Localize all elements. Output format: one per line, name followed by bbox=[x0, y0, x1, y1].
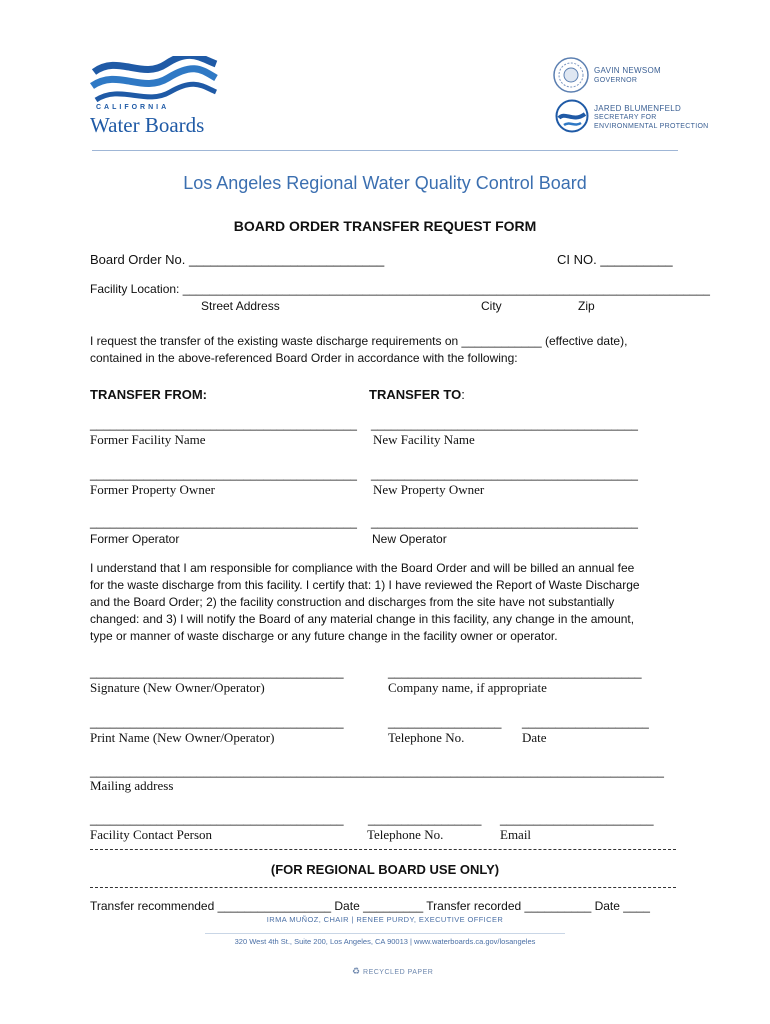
calepa-logo-icon bbox=[555, 99, 589, 133]
former-operator-line[interactable]: ________________________________________ bbox=[90, 515, 357, 529]
secretary-role-line-2: ENVIRONMENTAL PROTECTION bbox=[594, 123, 709, 130]
date-line[interactable]: ___________________ bbox=[522, 715, 649, 729]
former-owner-label: Former Property Owner bbox=[90, 482, 215, 497]
recycled-paper-label: RECYCLED PAPER bbox=[363, 969, 434, 976]
footer-divider bbox=[205, 933, 565, 934]
ci-number-field[interactable]: CI NO. __________ bbox=[557, 252, 673, 267]
certification-line-2: for the waste discharge from this facility. I certify that: 1) I have reviewed the Report of Waste Discharge bbox=[90, 578, 640, 592]
governor-name: GAVIN NEWSOM bbox=[594, 66, 662, 75]
secretary-role-line-1: SECRETARY FOR bbox=[594, 114, 657, 121]
footer-address: 320 West 4th St., Suite 200, Los Angeles, CA 90013 | www.waterboards.ca.gov/losangeles bbox=[234, 937, 536, 946]
water-boards-logo-waves bbox=[90, 56, 218, 106]
new-facility-label: New Facility Name bbox=[373, 432, 475, 447]
transfer-from-heading: TRANSFER FROM: bbox=[90, 387, 207, 402]
print-name-line[interactable]: ______________________________________ bbox=[90, 715, 344, 729]
signature-label: Signature (New Owner/Operator) bbox=[90, 680, 265, 695]
telephone-line[interactable]: _________________ bbox=[388, 715, 502, 729]
certification-line-4: changed: and 3) I will notify the Board of any material change in this facility, any change in the amount, bbox=[90, 612, 635, 626]
recycled-paper-note bbox=[352, 966, 433, 977]
telephone-label: Telephone No. bbox=[388, 730, 465, 745]
certification-line-3: and the Board Order; 2) the facility construction and discharges from the site have not substantially bbox=[90, 595, 615, 609]
former-facility-line[interactable]: ________________________________________ bbox=[90, 417, 357, 431]
company-name-label: Company name, if appropriate bbox=[388, 680, 547, 695]
board-title: Los Angeles Regional Water Quality Control Board bbox=[183, 173, 587, 193]
signature-line[interactable]: ______________________________________ bbox=[90, 665, 344, 679]
contact-telephone-line[interactable]: _________________ bbox=[368, 812, 482, 826]
secretary-name: JARED BLUMENFELD bbox=[594, 104, 682, 113]
form-title: BOARD ORDER TRANSFER REQUEST FORM bbox=[233, 218, 537, 234]
new-owner-line[interactable]: ________________________________________ bbox=[371, 467, 638, 481]
transfer-to-heading-text: TRANSFER TO bbox=[369, 387, 462, 402]
facility-location-field[interactable]: Facility Location: _______________________________________________________________________________ bbox=[90, 282, 710, 296]
footer-officials: IRMA MUÑOZ, CHAIR | RENEE PURDY, EXECUTIVE OFFICER bbox=[266, 915, 504, 924]
mailing-address-line[interactable]: ______________________________________________________________________________________ bbox=[90, 764, 664, 778]
former-operator-label: Former Operator bbox=[90, 532, 180, 546]
recycle-icon: ♻ bbox=[352, 966, 361, 976]
former-owner-line[interactable]: ________________________________________ bbox=[90, 467, 357, 481]
certification-line-1: I understand that I am responsible for compliance with the Board Order and will be billed an annual fee bbox=[90, 561, 635, 575]
contact-person-label: Facility Contact Person bbox=[90, 827, 213, 842]
contact-person-line[interactable]: ______________________________________ bbox=[90, 812, 344, 826]
new-operator-label: New Operator bbox=[372, 532, 447, 546]
email-line[interactable]: _______________________ bbox=[500, 812, 654, 826]
header-divider bbox=[92, 150, 678, 151]
new-facility-line[interactable]: ________________________________________ bbox=[371, 417, 638, 431]
regional-divider-bottom bbox=[90, 887, 676, 888]
company-name-line[interactable]: ______________________________________ bbox=[388, 665, 642, 679]
regional-divider-top bbox=[90, 849, 676, 850]
request-text-line-1: I request the transfer of the existing waste discharge requirements on ____________ (effective date), bbox=[90, 334, 628, 348]
governor-role: GOVERNOR bbox=[594, 77, 638, 84]
print-name-label: Print Name (New Owner/Operator) bbox=[90, 730, 275, 745]
date-label: Date bbox=[522, 730, 547, 745]
logo-subtitle: CALIFORNIA bbox=[96, 104, 170, 111]
former-facility-label: Former Facility Name bbox=[90, 432, 206, 447]
street-address-label: Street Address bbox=[201, 299, 280, 313]
transfer-to-heading-colon: : bbox=[461, 387, 465, 402]
new-owner-label: New Property Owner bbox=[373, 482, 485, 497]
board-order-field[interactable]: Board Order No. ___________________________ bbox=[90, 252, 385, 267]
logo-title: Water Boards bbox=[90, 113, 205, 137]
mailing-address-label: Mailing address bbox=[90, 778, 174, 793]
certification-line-5: type or manner of waste discharge or any future change in the facility owner or operator. bbox=[90, 629, 558, 643]
transfer-recommended-line[interactable]: Transfer recommended _________________ Date _________ Transfer recorded __________ Date ____ bbox=[90, 899, 650, 913]
new-operator-line[interactable]: ________________________________________ bbox=[371, 515, 638, 529]
zip-label: Zip bbox=[578, 299, 595, 313]
regional-board-use-heading: (FOR REGIONAL BOARD USE ONLY) bbox=[270, 862, 500, 877]
transfer-to-heading bbox=[369, 387, 465, 402]
email-label: Email bbox=[500, 827, 532, 842]
request-text-line-2: contained in the above-referenced Board Order in accordance with the following: bbox=[90, 351, 518, 365]
city-label: City bbox=[481, 299, 502, 313]
contact-telephone-label: Telephone No. bbox=[367, 827, 444, 842]
california-state-seal-icon bbox=[552, 56, 590, 94]
